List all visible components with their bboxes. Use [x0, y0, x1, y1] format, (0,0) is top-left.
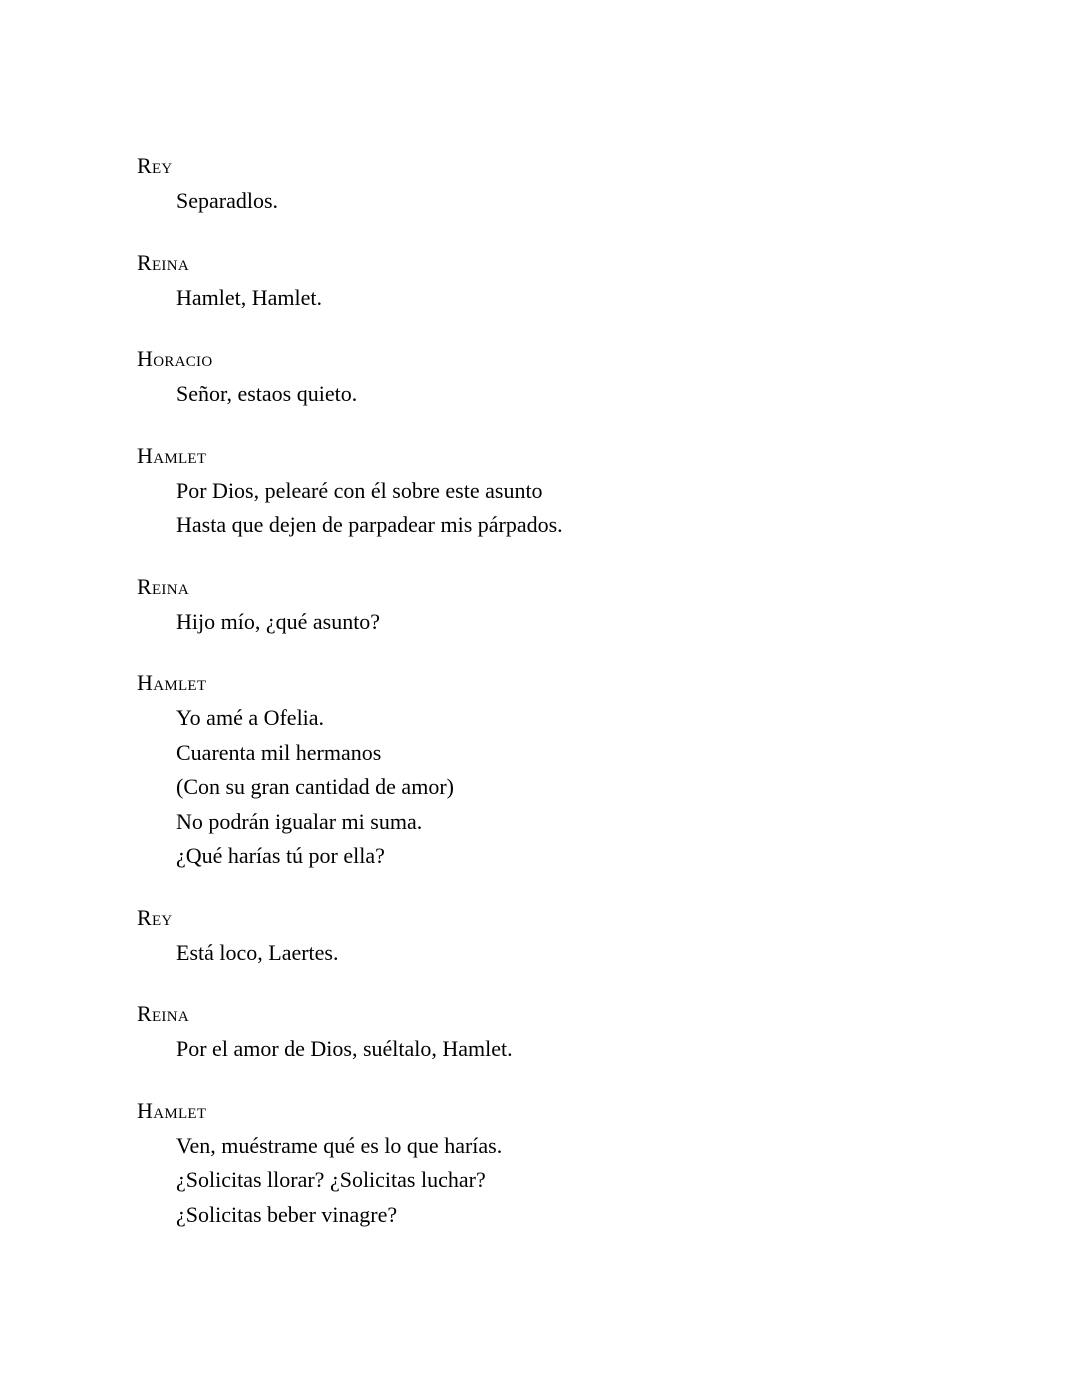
speech-block — [137, 996, 960, 1067]
dialogue-line: Ven, muéstrame qué es lo que harías. — [176, 1132, 503, 1158]
dialogue-line: Hasta que dejen de parpadear mis párpados. — [176, 512, 563, 537]
speech-block — [137, 438, 960, 543]
speaker-name: Hamlet — [137, 442, 207, 468]
speech-block — [137, 569, 960, 640]
dialogue-line: Hijo mío, ¿qué asunto? — [176, 608, 381, 634]
dialogue-line: Por el amor de Dios, suéltalo, Hamlet. — [176, 1036, 513, 1061]
dialogue-line: No podrán igualar mi suma. — [176, 808, 423, 834]
speaker-name: Rey — [137, 904, 173, 930]
dialogue-line: ¿Qué harías tú por ella? — [176, 843, 385, 868]
speaker-name: Reina — [137, 573, 189, 599]
speaker-name: Reina — [137, 249, 189, 275]
speech-block — [137, 665, 960, 874]
speech-block — [137, 900, 960, 971]
speaker-name: Hamlet — [137, 1097, 207, 1123]
dialogue-line: Está loco, Laertes. — [176, 939, 339, 965]
speaker-name: Rey — [137, 153, 173, 178]
speaker-name: Reina — [137, 1001, 189, 1026]
dialogue-line: Separadlos. — [176, 188, 279, 213]
speaker-name: Hamlet — [137, 670, 207, 695]
dialogue-line: Por Dios, pelearé con él sobre este asunto — [176, 477, 543, 503]
speech-block — [137, 341, 960, 412]
dialogue-line: Hamlet, Hamlet. — [176, 284, 323, 310]
dialogue-line: Cuarenta mil hermanos — [176, 739, 382, 765]
dialogue-line: ¿Solicitas beber vinagre? — [176, 1201, 398, 1227]
speech-blocks — [137, 148, 960, 1232]
speech-block — [137, 1093, 960, 1233]
speaker-name: Horacio — [137, 346, 213, 371]
dialogue-line: Señor, estaos quieto. — [176, 381, 358, 406]
speech-block — [137, 245, 960, 316]
dialogue-line: Yo amé a Ofelia. — [176, 705, 325, 730]
dialogue-line: ¿Solicitas llorar? ¿Solicitas luchar? — [176, 1167, 486, 1192]
speech-block — [137, 148, 960, 219]
dialogue-line: (Con su gran cantidad de amor) — [176, 774, 454, 799]
